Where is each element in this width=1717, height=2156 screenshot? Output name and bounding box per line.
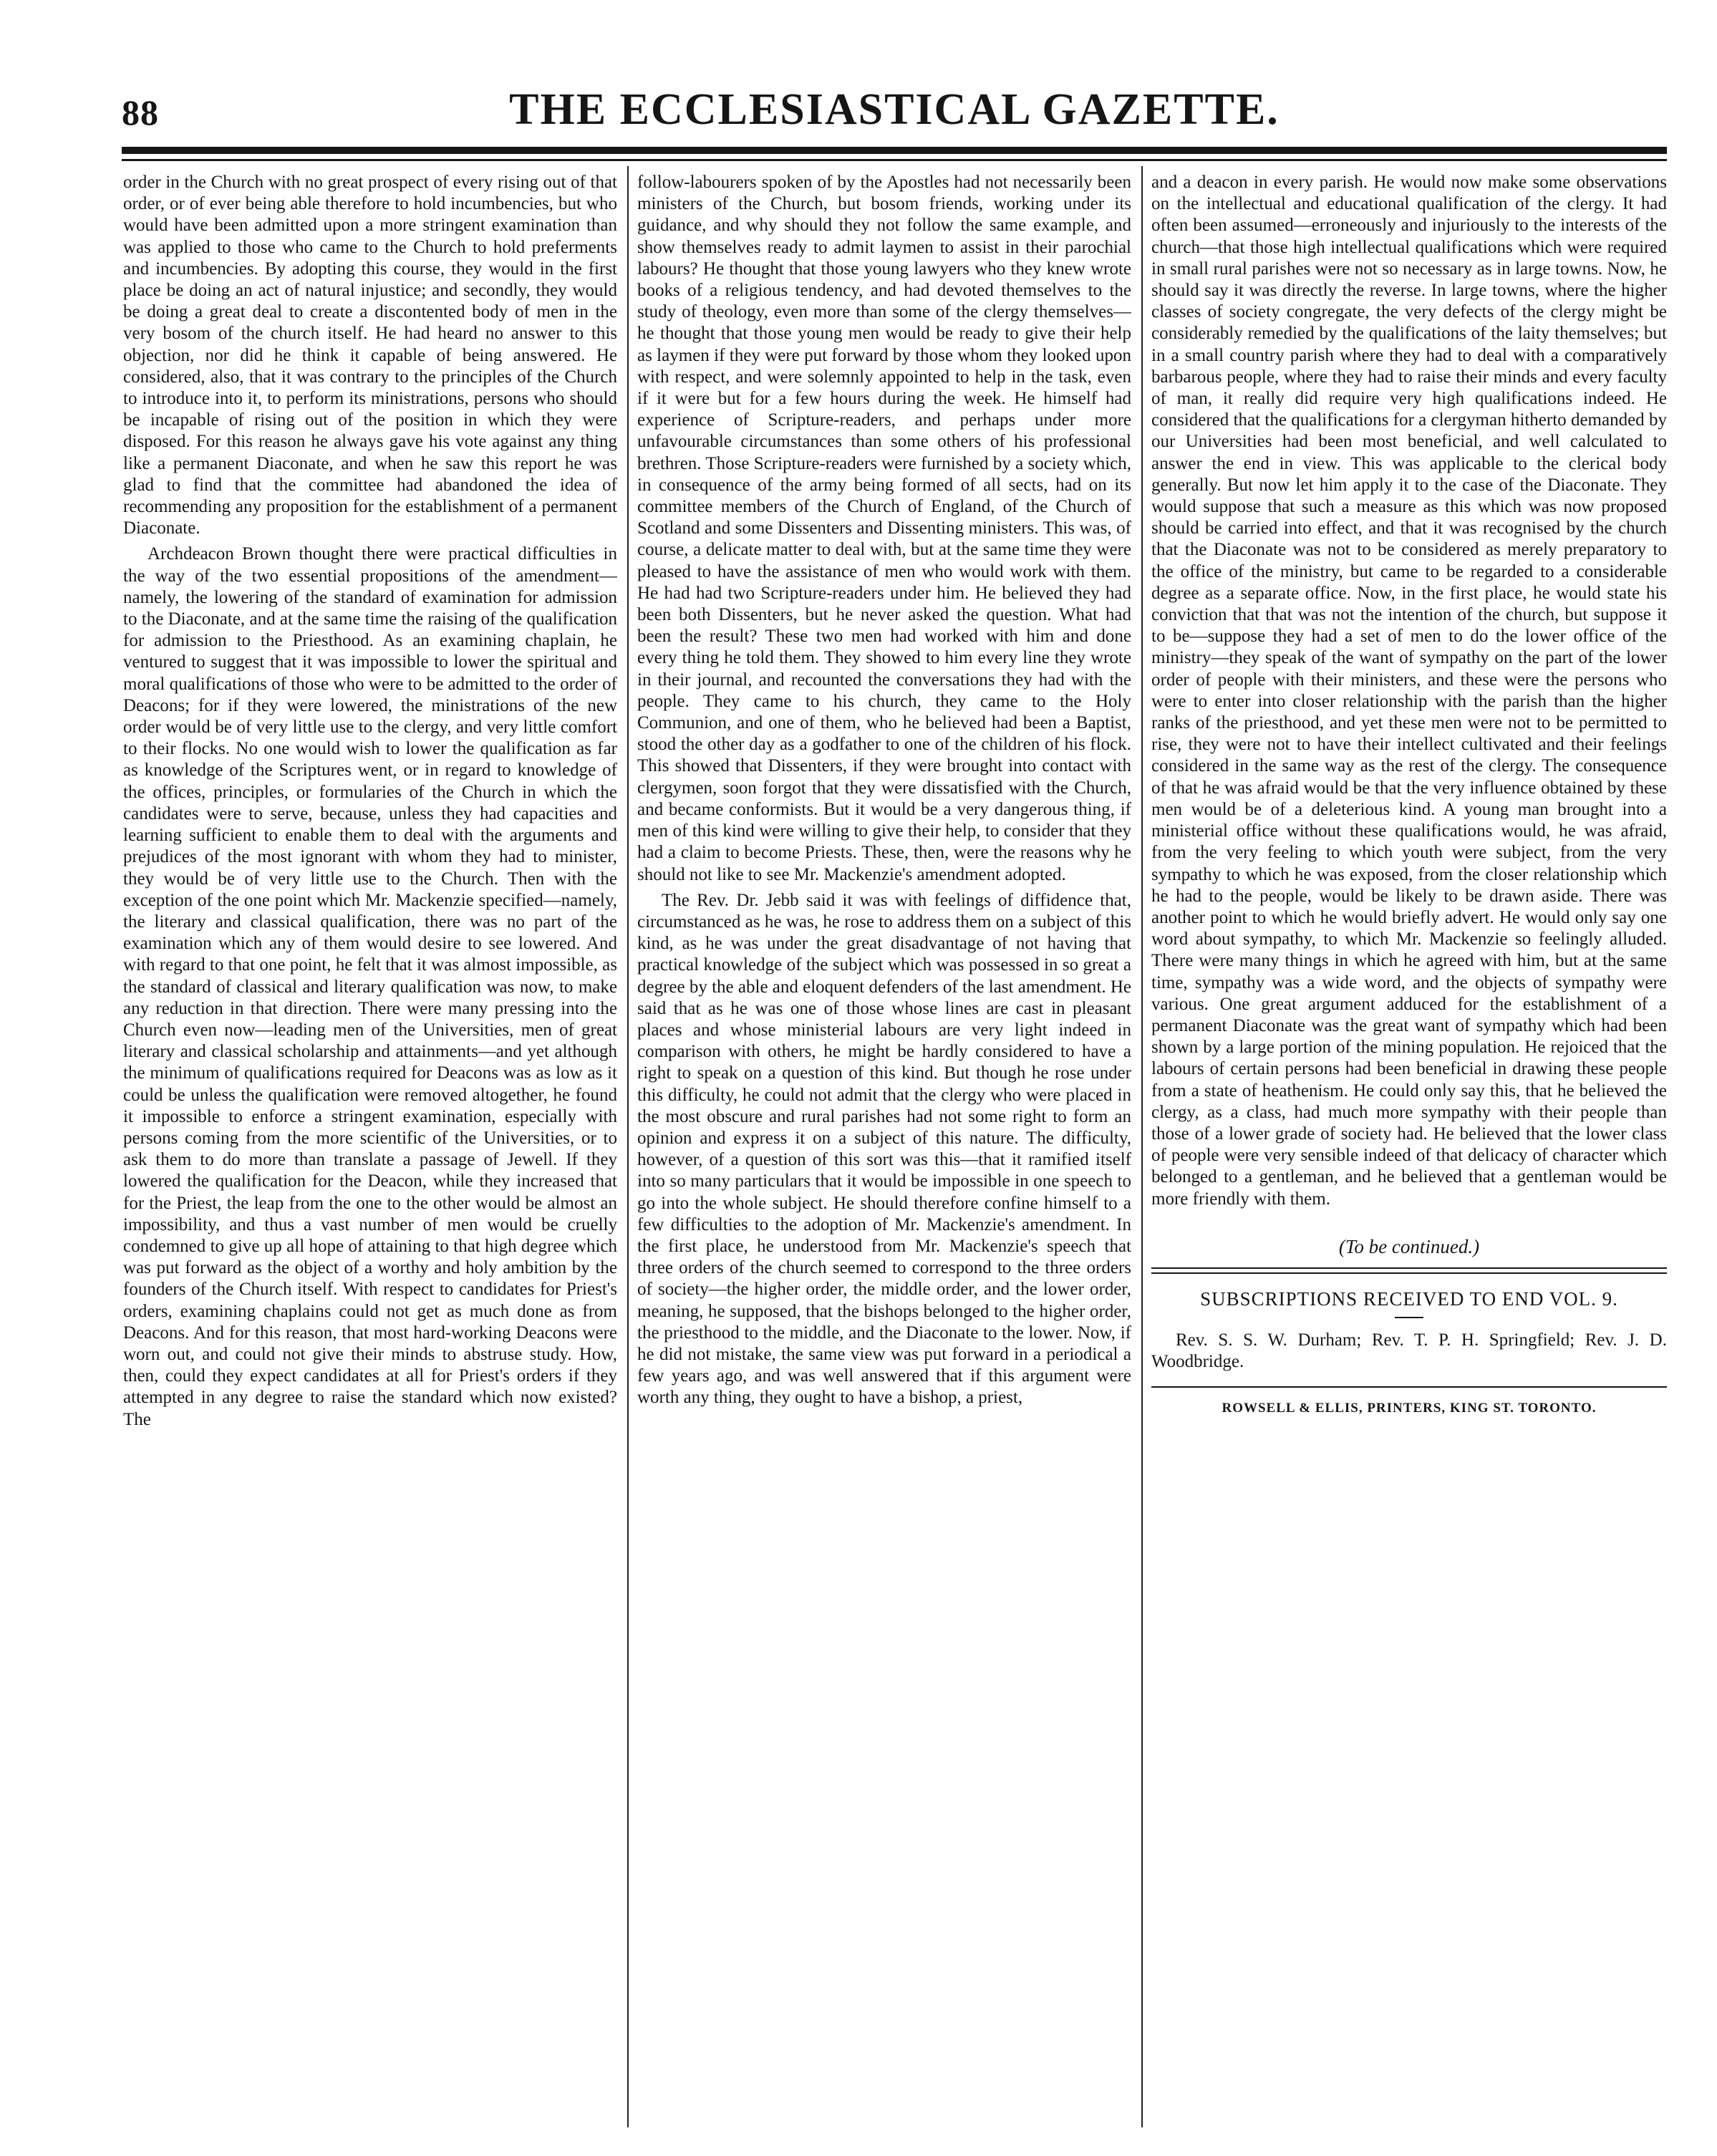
paragraph: Archdeacon Brown thought there were practical difficulties in the way of the two essential propositions of the amendment—namely, the lowering of the standard of examination for admission to the Diaconate, and at the same time the raising of the qualification for admission to the Priesthood. As an examining chaplain, he ventured to suggest that it was impossible to lower the spiritual and moral qualifications of those who were to be admitted to the order of Deacons; for if they were lowered, the ministrations of the new order would be of very little use to the clergy, and very little comfort to their flocks. No one would wish to lower the qualification as far as knowledge of the Scriptures went, or in regard to knowledge of the offices, principles, or formularies of the Church in which the candidates were to serve, because, unless they had capacities and learning sufficient to enable them to deal with the arguments and prejudices of the most ignorant with whom they had to minister, they would be of very little use to the Church. Then with the exception of the one point which Mr. Mackenzie specified—namely, the literary and classical qualification, there was no part of the examination which any of them would desire to see lowered. And with regard to that one point, he felt that it was almost impossible, as the standard of classical and literary qualification was now, to make any reduction in that direction. There were many pressing into the Church even now—leading men of the Universities, men of great literary and classical scholarship and attainments—and yet although the minimum of qualifications required for Deacons was as low as it could be unless the qualification were removed altogether, he found it impossible to enforce a stringent examination, especially with persons coming from the more scientific of the Universities, or to ask them to do more than translate a passage of Jewell. If they lowered the qualification for the Deacon, while they increased that for the Priest, the leap from the one to the other would be almost an impossibility, and thus a vast number of men would be cruelly condemned to give up all hope of attaining to that high degree which was put forward as the object of a worthy and holy ambition by the founders of the Church itself. With respect to candidates for Priest's orders, examining chaplains could not get as much done as from Deacons. And for this reason, that most hard-working Deacons were worn out, and could not give their minds to abstruse study. How, then, could they expect candidates at all for Priest's orders if they attempted in any degree to raise the standard which now existed? The [123, 544, 617, 1429]
text-column-2 [637, 172, 1131, 2113]
subscriptions-heading: SUBSCRIPTIONS RECEIVED TO END VOL. 9. [1200, 1287, 1618, 1310]
masthead-rule-thick [122, 147, 1667, 154]
to-be-continued: (To be continued.) [1338, 1235, 1480, 1257]
printer-imprint: ROWSELL & ELLIS, PRINTERS, KING ST. TORONTO. [1222, 1400, 1597, 1416]
subscriptions-list: Rev. S. S. W. Durham; Rev. T. P. H. Springfield; Rev. J. D. Woodbridge. [1151, 1330, 1667, 1372]
text-column-1 [123, 172, 617, 2113]
column-divider [1141, 166, 1143, 2127]
section-rule [1151, 1272, 1667, 1274]
paragraph: The Rev. Dr. Jebb said it was with feelings of diffidence that, circumstanced as he was, he rose to address them on a subject of this kind, as he was under the great disadvantage of not having that practical knowledge of the subject which was possessed in so great a degree by the able and eloquent defenders of the last amendment. He said that as he was one of those whose lines are cast in pleasant places and whose ministerial labours are very light indeed in comparison with others, he might be hardly considered to have a right to speak on a question of this kind. But though he rose under this difficulty, he could not admit that the clergy who were placed in the most obscure and rural parishes had not some right to form an opinion and express it on a subject of this nature. The difficulty, however, of a question of this sort was this—that it ramified itself into so many particulars that it would be impossible in one speech to go into the whole subject. He should therefore confine himself to a few difficulties to the adoption of Mr. Mackenzie's amendment. In the first place, he understood from Mr. Mackenzie's speech that three orders of the church seemed to correspond to the three orders of society—the higher order, the middle order, and the lower order, meaning, he supposed, that the bishops belonged to the higher order, the priesthood to the middle, and the Diaconate to the lower. Now, if he did not mistake, the same view was put forward in a periodical a few years ago, and was well answered that if this argument were worth any thing, they ought to have a bishop, a priest, [637, 890, 1131, 1408]
masthead-rule-thin [122, 159, 1667, 161]
short-rule [1395, 1317, 1423, 1318]
paragraph: follow-labourers spoken of by the Apostles had not necessarily been ministers of the Church, but bosom friends, working under its guidance, and why should they not follow the same example, and show themselves ready to admit laymen to assist in their parochial labours? He thought that those young lawyers who they knew wrote books of a religious tendency, and had devoted themselves to the study of theology, even more than some of the clergy themselves—he thought that those young men would be ready to give their help as laymen if they were put forward by those whom they looked upon with respect, and were solemnly appointed to help in the task, even if it were but for a few hours during the week. He himself had experience of Scripture-readers, and perhaps under more unfavourable circumstances than some others of his professional brethren. Those Scripture-readers were furnished by a society which, in consequence of the army being formed of all sects, had on its committee members of the Church of England, of the Church of Scotland and some Dissenters and Dissenting ministers. This was, of course, a delicate matter to deal with, but at the same time they were pleased to have the assistance of men who would work with them. He had had two Scripture-readers under him. He believed they had been both Dissenters, but he never asked the question. What had been the result? These two men had worked with him and done every thing he told them. They showed to him every line they wrote in their journal, and recounted the conversations they had with the people. They came to his church, they came to the Holy Communion, and one of them, who he believed had been a Baptist, stood the other day as a godfather to one of the children of his flock. This showed that Dissenters, if they were brought into contact with clergymen, soon forgot that they were dissatisfied with the Church, and became conformists. But it would be a very dangerous thing, if men of this kind were willing to give their help, to consider that they had a claim to become Priests. These, then, were the reasons why he should not like to see Mr. Mackenzie's amendment adopted. [637, 173, 1131, 884]
paragraph: and a deacon in every parish. He would now make some observations on the intellectual and educational qualification of the clergy. It had often been assumed—erroneously and injuriously to the interests of the church—that those high intellectual qualifications which were required in small rural parishes were not so necessary as in large towns. Now, he should say it was directly the reverse. In large towns, where the higher classes of society congregate, the very defects of the clergy might be considerably remedied by the qualifications of the laity themselves; but in a small country parish where they had to deal with a comparatively barbarous people, where they had to raise their minds and every faculty of man, it really did require very high qualifications indeed. He considered that the qualifications for a clergyman hitherto demanded by our Universities had been most beneficial, and well calculated to answer the end in view. This was applicable to the clerical body generally. But now let him apply it to the case of the Diaconate. They would suppose that such a measure as this which was now proposed should be carried into effect, and that it was recognised by the church that the Diaconate was not to be considered as merely preparatory to the office of the ministry, but came to be regarded to a considerable degree as a separate office. Now, in the first place, he would state his conviction that that was not the intention of the church, but suppose it to be—suppose they had a set of men to do the lower office of the ministry—they speak of the want of sympathy on the part of the lower order of people with their ministers, and these were the persons who were to enter into closer relationship with the parish than the higher ranks of the priesthood, and yet these men were not to be permitted to rise, they were not to have their intellect cultivated and their feelings considered in the same way as the rest of the clergy. The consequence of that he was afraid would be that the very influence obtained by these men would be of a deleterious kind. A young man brought into a ministerial office without these qualifications would, he was afraid, from the very feeling to which youth were subject, from the very sympathy to which he was exposed, from the closer relationship which he had to the people, would be likely to be drawn aside. There was another point to which he would briefly advert. He would only say one word about sympathy, to which Mr. Mackenzie so feelingly alluded. There were many things in which he agreed with him, but at the same time, sympathy was a wide word, and the objects of sympathy were various. One great argument adduced for the establishment of a permanent Diaconate was the great want of sympathy which had been shown by a large portion of the mining population. He rejoiced that the labours of certain persons had been beneficial in drawing these people from a state of heathenism. He could only say this, that he believed the clergy, as a class, had much more sympathy with their people than those of a lower grade of society had. He believed that the lower class of people were very sensible indeed of that delicacy of character which belonged to a gentleman, and he believed that a gentleman would be more friendly with them. [1151, 173, 1667, 1209]
section-rule [1151, 1267, 1667, 1269]
text-column-3 [1151, 172, 1667, 2113]
section-rule [1151, 1386, 1667, 1388]
page-number: 88 [122, 92, 159, 132]
paragraph: order in the Church with no great prospect of every rising out of that order, or of ever being able therefore to hold incumbencies, but who would have been admitted upon a more stringent examination than was applied to those who came to the Church to hold preferments and incumbencies. By adopting this course, they would in the first place be doing an act of natural injustice; and secondly, they would be doing a great deal to create a discontented body of men in the very bosom of the church itself. He had heard no answer to this objection, nor did he think it capable of being answered. He considered, also, that it was contrary to the principles of the Church to introduce into it, to perform its ministrations, persons who should be incapable of rising out of the position in which they were disposed. For this reason he always gave his vote against any thing like a permanent Diaconate, and when he saw this report he was glad to find that the committee had abandoned the idea of recommending any proposition for the establishment of a permanent Diaconate. [123, 173, 617, 538]
column-divider [627, 166, 629, 2127]
masthead-title: THE ECCLESIASTICAL GAZETTE. [509, 85, 1280, 134]
